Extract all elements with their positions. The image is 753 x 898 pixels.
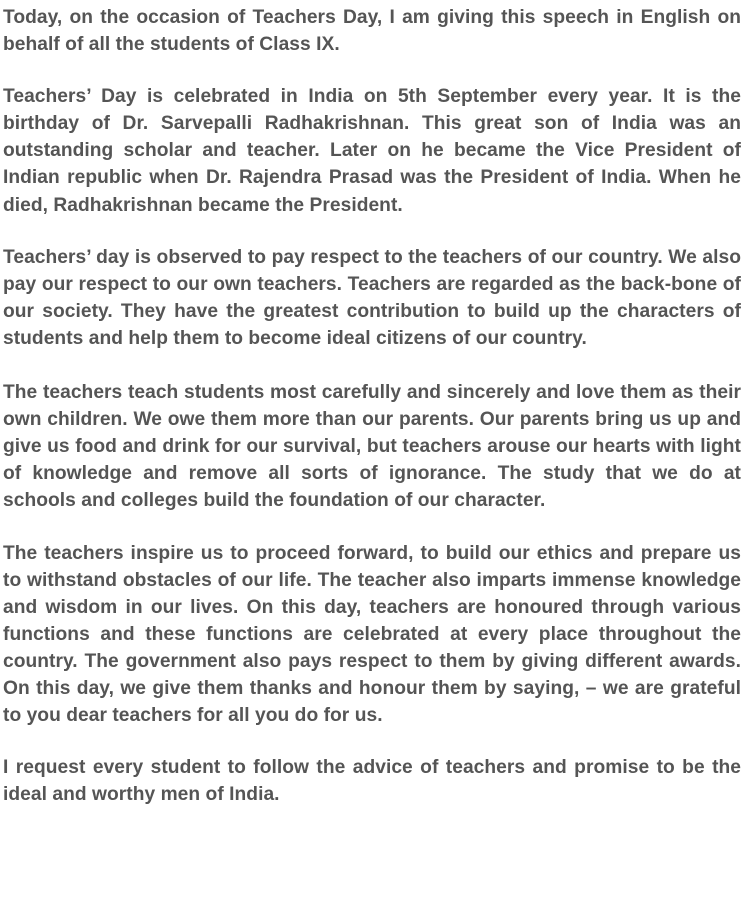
paragraph-closing-request: I request every student to follow the advice of teachers and promise to be the ideal and worthy men of India. (3, 757, 741, 806)
paragraph-teachers-role: The teachers teach students most carefully and sincerely and love them as their own children. We owe them more than our parents. Our parents bring us up and give us food and drink for our survival, but teachers arouse our hearts with light of knowledge and remove all sorts of ignorance. The study that we do at schools and colleges build the foundation of our character. (3, 382, 741, 512)
paragraph-teachers-day-history: Teachers’ Day is celebrated in India on 5th September every year. It is the birthday of Dr. Sarvepalli Radhakrishnan. This great son of India was an outstanding scholar and teacher. Later on he became the Vice President of Indian republic when Dr. Rajendra Prasad was the President of India. When he died, Radhakrishnan became the President. (3, 86, 741, 216)
speech-document (3, 4, 741, 808)
paragraph-introduction: Today, on the occasion of Teachers Day, I am giving this speech in English on behalf of all the students of Class IX. (3, 7, 741, 56)
paragraph-teachers-inspiration: The teachers inspire us to proceed forward, to build our ethics and prepare us to withstand obstacles of our life. The teacher also imparts immense knowledge and wisdom in our lives. On this day, teachers are honoured through various functions and these functions are celebrated at every place throughout the country. The government also pays respect to them by giving different awards. On this day, we give them thanks and honour them by saying, – we are grateful to you dear teachers for all you do for us. (3, 542, 741, 727)
paragraph-respect-for-teachers: Teachers’ day is observed to pay respect to the teachers of our country. We also pay our respect to our own teachers. Teachers are regarded as the back-bone of our society. They have the greatest contribution to build up the characters of students and help them to become ideal citizens of our country. (3, 246, 741, 349)
